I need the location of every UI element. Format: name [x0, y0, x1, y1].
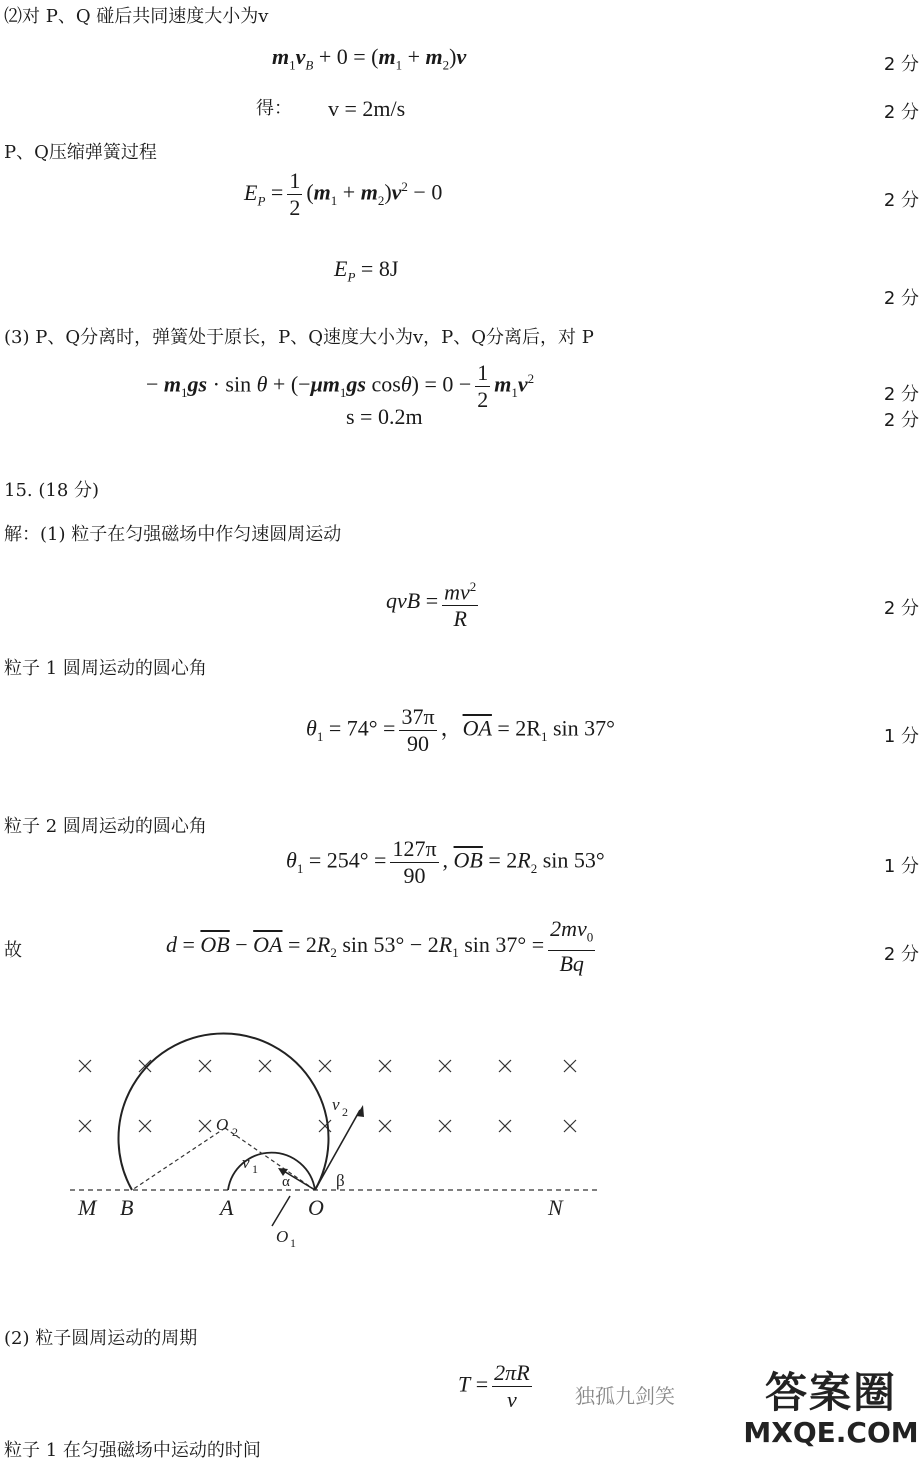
particle2-angle-text: 粒子 2 圆周运动的圆心角 — [4, 816, 207, 837]
label-o: O — [308, 1195, 324, 1220]
label-n: N — [548, 1195, 563, 1220]
part2-period-text: (2) 粒子圆周运动的周期 — [4, 1328, 198, 1349]
score-6: 2 分 — [883, 410, 919, 431]
label-beta: β — [336, 1171, 345, 1190]
distance-result: s = 0.2m — [346, 404, 423, 429]
d-num: 2mv — [550, 916, 587, 941]
label-o1: O — [276, 1227, 289, 1246]
theta1a-text: = 74° = — [328, 715, 396, 741]
wechat-watermark: 独孤九剑笑 — [575, 1384, 675, 1408]
distance-d-equation: $d = \overline{OB} - \overline{OA} = 2R_2$ $\sin 53^\circ - 2R_1$ sin 37° = $\frac{2mv_0}{Bq}$ — [166, 916, 594, 977]
frac1-den: 90 — [406, 731, 429, 756]
energy-equation: $E_P$ = $\frac{1}{2}$ $(m_1 + m_2)v^2 - 0$ — [244, 168, 443, 220]
frac2-num: 127π — [392, 836, 437, 861]
label-o2: O — [216, 1115, 229, 1134]
lorentz-equation: qvB = $\frac{mv^2}{R}$ — [386, 574, 482, 632]
particle2-trajectory — [119, 1033, 329, 1190]
part3-intro: (3) P、Q分离时，弹簧处于原长，P、Q速度大小为v，P、Q分离后，对 P — [4, 327, 594, 348]
label-v2: v — [332, 1095, 340, 1114]
work-energy-equation: − $m_1gs \cdot \sin \theta + (-\mu m_1gs$ cosθ) = 0 − $\frac{1}{2}$ $m_1v^2$ — [146, 360, 535, 412]
score-7: 2 分 — [883, 598, 919, 619]
label-v1: v — [242, 1153, 250, 1172]
score-5: 2 分 — [883, 384, 919, 405]
svg-text:1: 1 — [290, 1236, 296, 1250]
particle1-time-text: 粒子 1 在匀强磁场中运动的时间 — [4, 1440, 261, 1461]
problem-15-heading: 15. (18 分) — [4, 480, 100, 501]
particle2-angle-equation: $\theta_1 = 254^\circ$ = $\frac{127\pi}{90}$ , $\overline{OB} = 2R_2$ sin 53° — [286, 836, 605, 888]
particle1-angle-text: 粒子 1 圆周运动的圆心角 — [4, 658, 207, 679]
radius-o2-b — [132, 1128, 225, 1190]
d-den: Bq — [559, 951, 584, 977]
score-8: 1 分 — [883, 726, 919, 747]
momentum-equation: $m_1v_B + 0 = (m_1 + m_2)v$ — [272, 44, 467, 73]
oa-sin: sin 37° — [547, 715, 615, 741]
oa-expr: = 2R — [497, 715, 541, 741]
ep-value: = 8J — [355, 256, 399, 281]
label-a: A — [220, 1195, 234, 1220]
score-10: 2 分 — [883, 944, 919, 965]
t-num: 2πR — [494, 1360, 530, 1385]
theta1b-text: = 254° = — [308, 847, 387, 873]
energy-result: $E_P = 8J$ — [334, 256, 399, 285]
solution-intro: 解：(1) 粒子在匀强磁场中作匀速圆周运动 — [4, 524, 342, 545]
svg-text:2: 2 — [342, 1105, 348, 1119]
particle1-angle-equation: $\theta_1 = 74^\circ$ = $\frac{37\pi}{90}$ ，$\overline{OA} = 2R_1$ sin 37° — [306, 704, 615, 756]
svg-text:2: 2 — [232, 1125, 238, 1139]
score-1: 2 分 — [883, 54, 919, 75]
score-3: 2 分 — [883, 190, 919, 211]
score-2: 2 分 — [883, 102, 919, 123]
compress-spring-text: P、Q压缩弹簧过程 — [4, 142, 157, 163]
label-m: M — [78, 1195, 97, 1220]
magnetic-field-diagram — [60, 1030, 620, 1250]
v2-arrowhead — [356, 1105, 364, 1117]
gu-label: 故 — [4, 940, 22, 961]
label-alpha: α — [282, 1174, 290, 1190]
t-den: v — [507, 1387, 517, 1412]
frac2-den: 90 — [403, 863, 426, 888]
score-4: 2 分 — [883, 288, 919, 309]
logo-bottom-text: MXQE.COM — [743, 1416, 919, 1449]
de-label: 得： — [256, 98, 292, 119]
frac1-num: 37π — [401, 704, 435, 729]
ob-sin: sin 53° — [537, 847, 605, 873]
ep-symbol: E — [334, 256, 348, 281]
site-logo — [742, 1370, 920, 1460]
velocity-result: v = 2m/s — [328, 96, 406, 121]
radius-o2-o — [225, 1128, 315, 1190]
period-equation: T = $\frac{2\pi R}{v}$ — [458, 1360, 530, 1412]
score-9: 1 分 — [883, 856, 919, 877]
label-b: B — [120, 1195, 134, 1220]
logo-top-text: 答案圈 — [764, 1368, 897, 1417]
part2-intro: ⑵对 P、Q 碰后共同速度大小为v — [4, 6, 269, 27]
o1-line — [272, 1196, 290, 1226]
svg-text:1: 1 — [252, 1162, 258, 1176]
